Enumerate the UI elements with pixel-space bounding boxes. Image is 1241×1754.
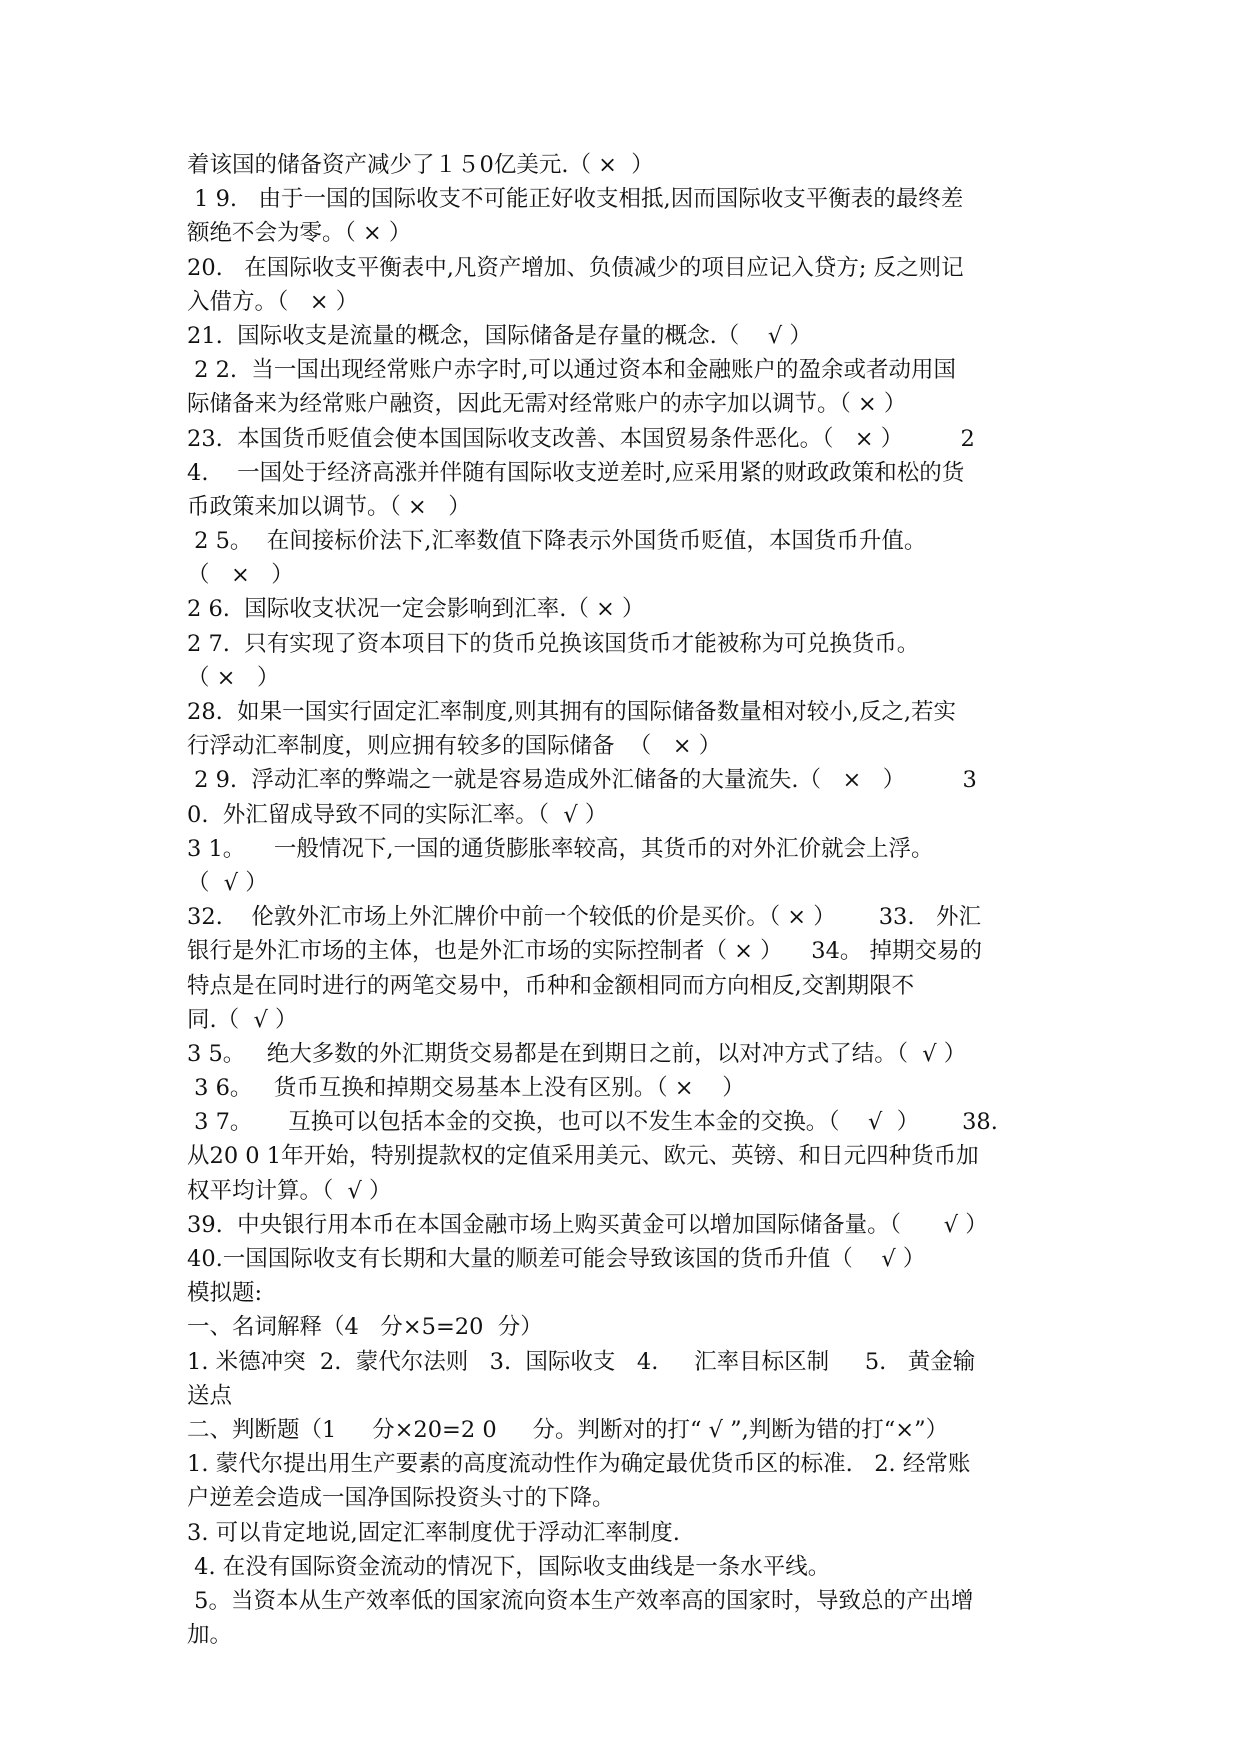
text-line: 权平均计算。（ √ ） bbox=[187, 1177, 392, 1204]
text-line: 2 7. 只有实现了资本项目下的货币兑换该国货币才能被称为可兑换货币。 bbox=[187, 630, 920, 657]
text-line: （ × ） bbox=[187, 664, 280, 691]
text-line: 2 6. 国际收支状况一定会影响到汇率.（ × ） bbox=[187, 596, 645, 623]
text-line: 3 5。 绝大多数的外汇期货交易都是在到期日之前，以对冲方式了结。（ √ ） bbox=[187, 1040, 967, 1067]
text-line: 际储备来为经常账户融资，因此无需对经常账户的赤字加以调节。（ × ） bbox=[187, 391, 907, 418]
text-line: 3 7。 互换可以包括本金的交换，也可以不发生本金的交换。（ √ ） 38. bbox=[187, 1109, 998, 1136]
text-line: 3 1。 一般情况下,一国的通货膨胀率较高，其货币的对外汇价就会上浮。 bbox=[187, 835, 934, 862]
text-line: 40.一国国际收支有长期和大量的顺差可能会导致该国的货币升值（ √ ） bbox=[187, 1246, 926, 1272]
text-line: 3 6。 货币互换和掉期交易基本上没有区别。（ × ） bbox=[187, 1075, 745, 1102]
text-line: 21. 国际收支是流量的概念，国际储备是存量的概念.（ √ ） bbox=[187, 322, 812, 349]
text-line: 行浮动汇率制度，则应拥有较多的国际储备 （ × ） bbox=[187, 733, 722, 760]
text-line: 1. 蒙代尔提出用生产要素的高度流动性作为确定最优货币区的标准. 2. 经常账 bbox=[187, 1451, 971, 1478]
text-line: 23. 本国货币贬值会使本国国际收支改善、本国贸易条件恶化。（ × ） 2 bbox=[187, 425, 975, 452]
text-line: 着该国的储备资产减少了１５0亿美元.（ × ） bbox=[187, 152, 654, 178]
text-line: 特点是在同时进行的两笔交易中，币种和金额相同而方向相反,交割期限不 bbox=[187, 972, 915, 999]
text-line: 1 9. 由于一国的国际收支不可能正好收支相抵,因而国际收支平衡表的最终差 bbox=[187, 186, 964, 213]
text-line: 5。当资本从生产效率低的国家流向资本生产效率高的国家时，导致总的产出增 bbox=[187, 1587, 974, 1614]
text-line: （ √ ） bbox=[187, 869, 268, 896]
text-line: 入借方。（ × ） bbox=[187, 288, 359, 315]
text-line: 0. 外汇留成导致不同的实际汇率。（ √ ） bbox=[187, 801, 608, 828]
text-line: 1. 米德冲突 2. 蒙代尔法则 3. 国际收支 4. 汇率目标区制 5. 黄金输 bbox=[187, 1348, 976, 1375]
text-line: 户逆差会造成一国净国际投资头寸的下降。 bbox=[187, 1485, 615, 1512]
text-line: 32. 伦敦外汇市场上外汇牌价中前一个较低的价是买价。（ × ） 33. 外汇 bbox=[187, 904, 981, 931]
text-line: 2 5。 在间接标价法下,汇率数值下降表示外国货币贬值，本国货币升值。 bbox=[187, 528, 927, 555]
text-line: 28. 如果一国实行固定汇率制度,则其拥有的国际储备数量相对较小,反之,若实 bbox=[187, 699, 957, 725]
text-line: 币政策来加以调节。（ × ） bbox=[187, 493, 471, 520]
text-line: 2 2. 当一国出现经常账户赤字时,可以通过资本和金融账户的盈余或者动用国 bbox=[187, 357, 957, 384]
text-line: 4. 一国处于经济高涨并伴随有国际收支逆差时,应采用紧的财政政策和松的货 bbox=[187, 459, 965, 486]
text-line: 2 9. 浮动汇率的弊端之一就是容易造成外汇储备的大量流失.（ × ） 3 bbox=[187, 767, 977, 794]
text-line: 模拟题: bbox=[187, 1280, 263, 1307]
document-body bbox=[187, 148, 1067, 1652]
text-line: 加。 bbox=[187, 1622, 233, 1649]
text-line: 4. 在没有国际资金流动的情况下，国际收支曲线是一条水平线。 bbox=[187, 1553, 831, 1580]
text-line: 20. 在国际收支平衡表中,凡资产增加、负债减少的项目应记入贷方; 反之则记 bbox=[187, 254, 964, 281]
text-line: 39. 中央银行用本币在本国金融市场上购买黄金可以增加国际储备量。（ √ ） bbox=[187, 1211, 988, 1238]
text-line: 从20 0 1年开始，特别提款权的定值采用美元、欧元、英镑、和日元四种货币加 bbox=[187, 1143, 979, 1170]
text-line: 额绝不会为零。（ × ） bbox=[187, 220, 412, 247]
text-line: 二、判断题（1 分×20=2 0 分。判断对的打“ √ ”,判断为错的打“×”） bbox=[187, 1416, 949, 1443]
text-line: （ × ） bbox=[187, 562, 294, 589]
text-line: 一、名词解释（4 分×5=20 分） bbox=[187, 1314, 543, 1341]
text-line: 同.（ √ ） bbox=[187, 1006, 298, 1033]
text-line: 银行是外汇市场的主体，也是外汇市场的实际控制者（ × ） 34。 掉期交易的 bbox=[187, 938, 983, 965]
text-line: 3. 可以肯定地说,固定汇率制度优于浮动汇率制度. bbox=[187, 1519, 680, 1546]
text-line: 送点 bbox=[187, 1382, 233, 1409]
